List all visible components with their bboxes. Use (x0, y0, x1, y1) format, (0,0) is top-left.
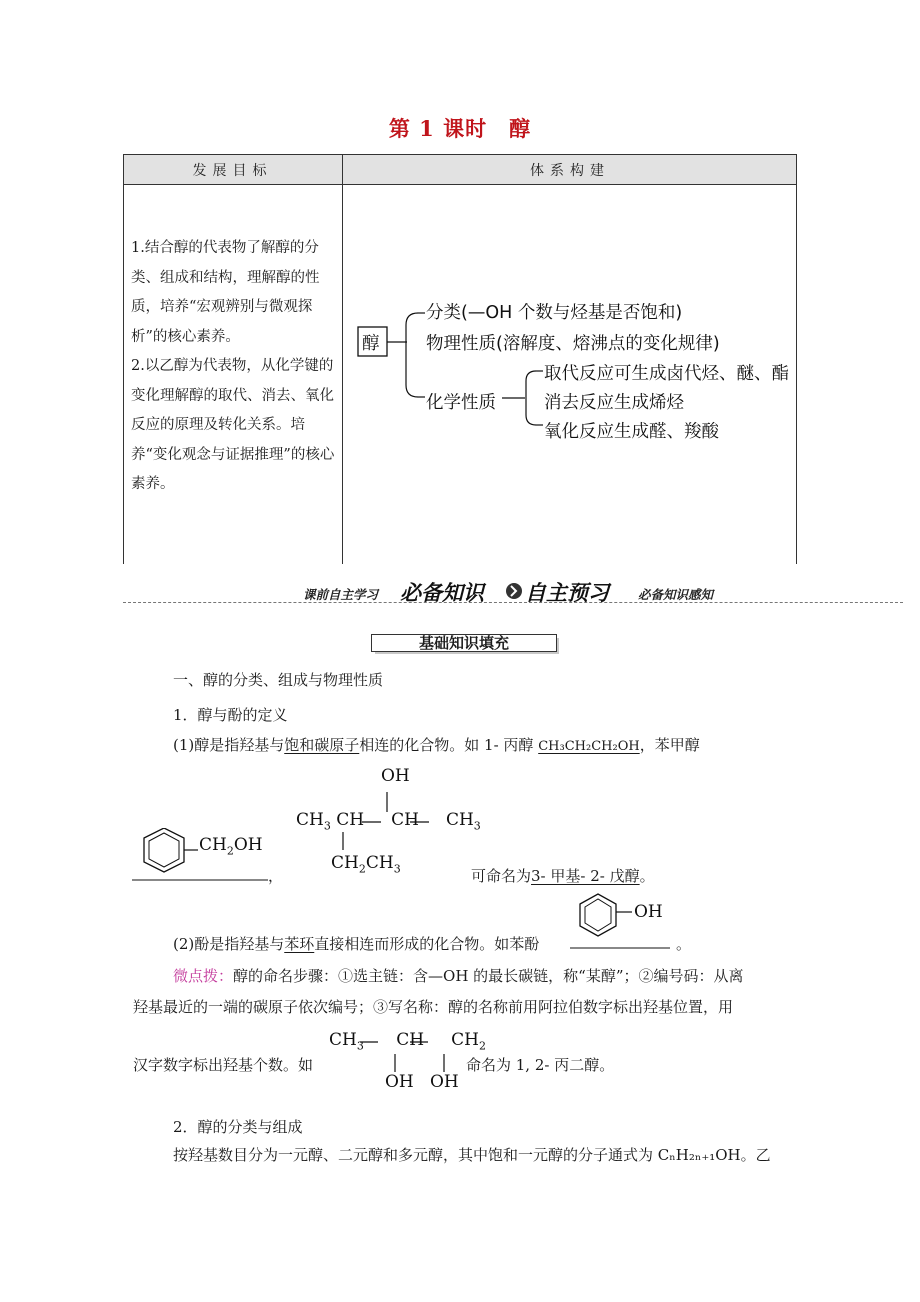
diagram-sub-oxidation: 氧化反应生成醛、羧酸 (544, 422, 719, 442)
heading-1-1: 1．醇与酚的定义 (173, 706, 288, 724)
banner-right-label: 必备知识感知 (638, 587, 714, 602)
goal-item: 2.以乙醇为代表物，从化学键的变化理解醇的取代、消去、氧化反应的原理及转化关系。培养“变化观念与证据推理”的核心素养。 (131, 358, 335, 492)
heading-section-1: 一、醇的分类、组成与物理性质 (173, 671, 384, 689)
ethyl-branch-label: $CH_2CH_3$ (331, 853, 401, 876)
answer-benzene-ring: 苯环 (284, 935, 315, 953)
diagram-branch-chemical: 化学性质 (426, 393, 496, 413)
diagram-sub-substitution: 取代反应可生成卤代烃、醚、酯 (544, 364, 789, 384)
benzyl-ch2oh-label: $CH_2OH$ (199, 835, 263, 858)
diagram-branch-physical: 物理性质(溶解度、熔沸点的变化规律) (426, 334, 720, 354)
tip-line-2: 羟基最近的一端的碳原子依次编号；③写名称：醇的名称前用阿拉伯数字标出羟基位置，用 (133, 998, 734, 1016)
goals-list (131, 234, 336, 500)
banner-title-right: 自主预习 (525, 581, 609, 605)
section-banner (123, 577, 903, 607)
goal-item: 1.结合醇的代表物了解醇的分类、组成和结构，理解醇的性质，培养“宏观辨别与微观探析”的核心素养。 (131, 240, 320, 345)
paragraph-phenol-definition: (2)酚是指羟基与苯环直接相连而形成的化合物。如苯酚 (173, 935, 540, 953)
propanol-formula: CH₃CH₂CH₂OH (538, 739, 640, 754)
header-development-goals: 发展目标 (192, 163, 273, 179)
phenol-structure (570, 892, 674, 952)
naming-sentence: 可命名为3- 甲基- 2- 戊醇。 (471, 867, 655, 885)
propanediol-structure-bonds (320, 1030, 480, 1078)
diagram-root-alcohol: 醇 (362, 334, 380, 354)
chevron-right-icon (505, 582, 523, 600)
banner-left-label: 课前自主学习 (303, 587, 379, 602)
tip-label: 微点拨： (173, 967, 234, 985)
propanediol-oh-labels: OH OH (385, 1072, 459, 1092)
answer-3-methyl-2-pentanol: 3- 甲基- 2- 戊醇 (531, 867, 640, 885)
paragraph-alcohol-definition: (1)醇是指羟基与饱和碳原子相连的化合物。如 1- 丙醇 CH₃CH₂CH₂OH，苯甲醇 (173, 736, 700, 754)
propanediol-naming: 命名为 1, 2- 丙二醇。 (466, 1056, 615, 1074)
diagram-sub-elimination: 消去反应生成烯烃 (544, 393, 684, 413)
main-chain-label: $CH_3$ CH CH $CH_3$ (296, 810, 481, 833)
banner-title-left: 必备知识 (400, 581, 484, 605)
phenol-oh-label: OH (634, 902, 663, 922)
header-system-construction: 体系构建 (530, 163, 610, 179)
page-title: 第 1 课时 醇 (388, 116, 532, 141)
propanediol-chain-label: $CH_3$ CH $CH_2$ (329, 1030, 486, 1053)
goals-table (123, 154, 797, 564)
sub-section-heading: 基础知识填充 (371, 634, 559, 658)
answer-saturated-carbon: 饱和碳原子 (284, 736, 360, 754)
paragraph-classification: 按羟基数目分为一元醇、二元醇和多元醇，其中饱和一元醇的分子通式为 CₙH₂ₙ₊₁OH。乙 (173, 1146, 771, 1164)
tip-line-1: 微点拨：醇的命名步骤：①选主链：含—OH 的最长碳链，称“某醇”；②编号码：从离 (173, 967, 744, 985)
heading-1-2: 2．醇的分类与组成 (173, 1118, 303, 1136)
oh-group-label: OH (381, 766, 410, 786)
diagram-branch-classification: 分类(—OH 个数与烃基是否饱和) (426, 303, 683, 323)
tip-line-3: 汉字数字标出羟基个数。如 (133, 1056, 314, 1074)
